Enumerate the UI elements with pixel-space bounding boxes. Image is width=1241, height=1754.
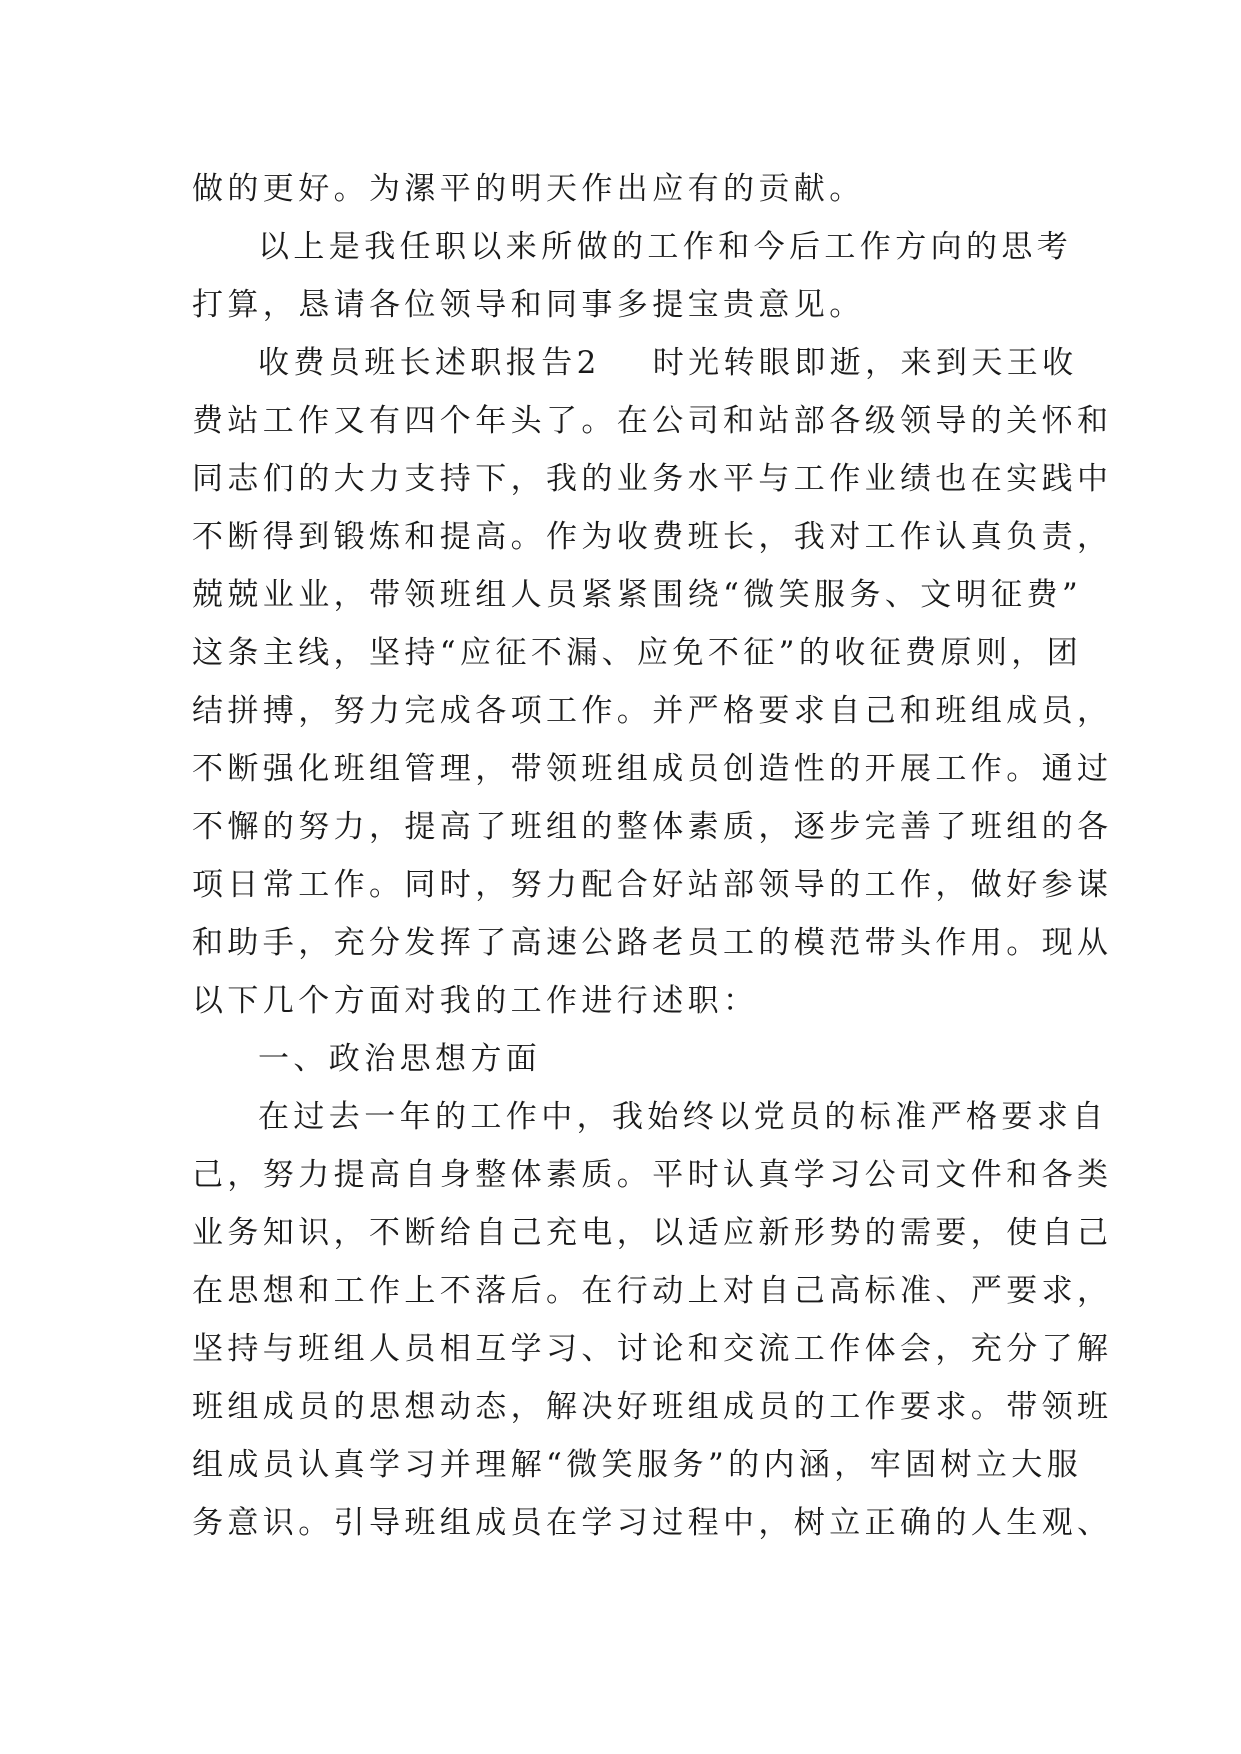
paragraph-line: 项日常工作。同时，努力配合好站部领导的工作，做好参谋 xyxy=(192,867,1113,903)
paragraph-line: 务意识。引导班组成员在学习过程中，树立正确的人生观、 xyxy=(192,1505,1113,1541)
paragraph-line: 打算，恳请各位领导和同事多提宝贵意见。 xyxy=(192,287,865,323)
paragraph-line: 做的更好。为漯平的明天作出应有的贡献。 xyxy=(192,171,865,207)
report-title: 收费员班长述职报告2 xyxy=(258,345,601,381)
paragraph-line: 兢兢业业，带领班组人员紧紧围绕“微笑服务、文明征费” xyxy=(192,577,1083,613)
report-title-line xyxy=(192,334,1078,392)
paragraph-line: 和助手，充分发挥了高速公路老员工的模范带头作用。现从 xyxy=(192,925,1113,961)
paragraph-line: 结拼搏，努力完成各项工作。并严格要求自己和班组成员， xyxy=(192,693,1113,729)
paragraph-line: 在思想和工作上不落后。在行动上对自己高标准、严要求， xyxy=(192,1273,1113,1309)
paragraph-line: 不断得到锻炼和提高。作为收费班长，我对工作认真负责， xyxy=(192,519,1113,555)
paragraph-line: 费站工作又有四个年头了。在公司和站部各级领导的关怀和 xyxy=(192,403,1113,439)
paragraph-line: 己，努力提高自身整体素质。平时认真学习公司文件和各类 xyxy=(192,1157,1113,1193)
paragraph-line: 不懈的努力，提高了班组的整体素质，逐步完善了班组的各 xyxy=(192,809,1113,845)
paragraph-line: 这条主线，坚持“应征不漏、应免不征”的收征费原则，团 xyxy=(192,635,1083,671)
paragraph-line: 以下几个方面对我的工作进行述职： xyxy=(192,983,759,1019)
body-text xyxy=(192,160,1113,1552)
paragraph-line: 同志们的大力支持下，我的业务水平与工作业绩也在实践中 xyxy=(192,461,1113,497)
paragraph-line: 不断强化班组管理，带领班组成员创造性的开展工作。通过 xyxy=(192,751,1113,787)
paragraph-line: 以上是我任职以来所做的工作和今后工作方向的思考 xyxy=(258,229,1073,265)
paragraph-line: 在过去一年的工作中，我始终以党员的标准严格要求自 xyxy=(258,1099,1108,1135)
paragraph-line: 业务知识，不断给自己充电，以适应新形势的需要，使自己 xyxy=(192,1215,1113,1251)
paragraph-line: 班组成员的思想动态，解决好班组成员的工作要求。带领班 xyxy=(192,1389,1113,1425)
paragraph-line: 坚持与班组人员相互学习、讨论和交流工作体会，充分了解 xyxy=(192,1331,1113,1367)
paragraph-line: 时光转眼即逝，来到天王收 xyxy=(652,345,1078,381)
paragraph-line: 组成员认真学习并理解“微笑服务”的内涵，牢固树立大服 xyxy=(192,1447,1083,1483)
section-heading: 一、政治思想方面 xyxy=(258,1041,542,1077)
